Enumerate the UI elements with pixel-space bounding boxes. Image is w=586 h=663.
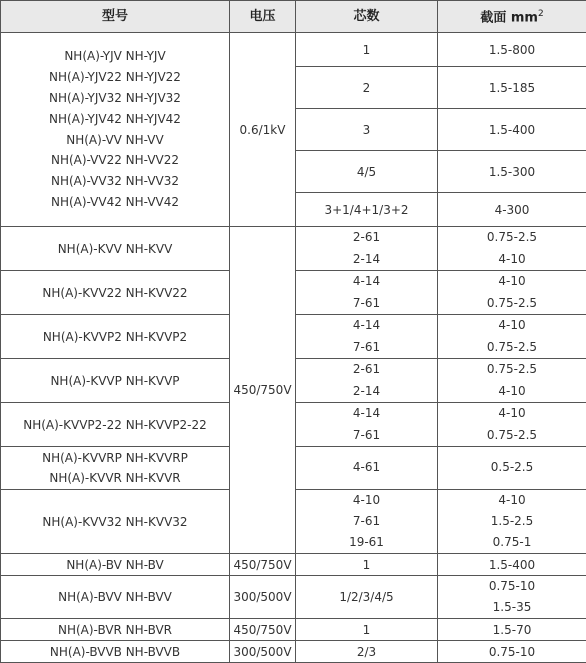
cores-cell (296, 490, 438, 554)
cores-cell-line: 2-14 (296, 381, 437, 403)
cores-cell-line: 4-14 (296, 271, 437, 293)
model-cell-line: NH(A)-KVVR NH-KVVR (1, 468, 229, 488)
section-cell (438, 193, 586, 227)
model-cell-line: NH(A)-VV42 NH-VV42 (1, 192, 229, 213)
model-cell-line: NH(A)-YJV42 NH-YJV42 (1, 109, 229, 130)
model-cell (1, 447, 230, 490)
cores-cell (296, 447, 438, 490)
cores-cell-line: 1/2/3/4/5 (296, 590, 437, 604)
cores-cell (296, 193, 438, 227)
model-cell-line: NH(A)-BVV NH-BVV (1, 590, 229, 604)
voltage-cell (230, 227, 296, 554)
section-cell (438, 447, 586, 490)
section-cell-line: 4-10 (438, 271, 586, 293)
section-cell-line: 0.75-10 (438, 645, 586, 659)
section-cell (438, 641, 586, 663)
section-cell-line: 0.75-10 (438, 576, 586, 597)
cores-cell-line: 7-61 (296, 337, 437, 359)
table-row (1, 33, 586, 67)
cores-cell (296, 151, 438, 193)
model-cell-line: NH(A)-KVVP2 NH-KVVP2 (1, 330, 229, 344)
section-cell-line: 1.5-70 (438, 623, 586, 637)
model-cell-line: NH(A)-YJV32 NH-YJV32 (1, 88, 229, 109)
section-cell-line: 0.75-2.5 (438, 227, 586, 249)
section-cell (438, 67, 586, 109)
section-cell (438, 109, 586, 151)
model-cell (1, 641, 230, 663)
cores-cell (296, 33, 438, 67)
section-cell-line: 0.75-2.5 (438, 337, 586, 359)
section-cell-line: 4-10 (438, 249, 586, 271)
model-cell (1, 576, 230, 619)
model-cell (1, 271, 230, 315)
header-section (438, 1, 586, 33)
model-cell-line: NH(A)-YJV NH-YJV (1, 46, 229, 67)
model-cell-line: NH(A)-BVVB NH-BVVB (1, 645, 229, 659)
model-cell (1, 227, 230, 271)
cores-cell (296, 554, 438, 576)
table-row (1, 619, 586, 641)
cores-cell-line: 7-61 (296, 293, 437, 315)
section-cell-line: 1.5-800 (438, 43, 586, 57)
model-cell-line: NH(A)-VV32 NH-VV32 (1, 171, 229, 192)
section-cell-line: 1.5-35 (438, 597, 586, 618)
voltage-cell (230, 33, 296, 227)
section-cell-line: 4-300 (438, 203, 586, 217)
section-cell (438, 315, 586, 359)
table-row (1, 576, 586, 619)
voltage-cell (230, 641, 296, 663)
voltage-cell-line: 300/500V (230, 645, 295, 659)
cores-cell-line: 19-61 (296, 532, 437, 553)
model-cell-line: NH(A)-KVV NH-KVV (1, 242, 229, 256)
section-cell-line: 0.75-2.5 (438, 359, 586, 381)
model-cell (1, 33, 230, 227)
cores-cell-line: 4-14 (296, 403, 437, 425)
table-row (1, 641, 586, 663)
cores-cell (296, 109, 438, 151)
voltage-cell-line: 300/500V (230, 590, 295, 604)
cores-cell-line: 2-61 (296, 227, 437, 249)
header-section-label: 截面 mm (480, 11, 538, 26)
model-cell-line: NH(A)-BV NH-BV (1, 558, 229, 572)
model-cell-line: NH(A)-VV22 NH-VV22 (1, 150, 229, 171)
section-cell (438, 554, 586, 576)
voltage-cell-line: 450/750V (230, 623, 295, 637)
section-cell-line: 0.5-2.5 (438, 457, 586, 479)
model-cell (1, 490, 230, 554)
model-cell-line: NH(A)-KVVRP NH-KVVRP (1, 448, 229, 468)
cores-cell-line: 2/3 (296, 645, 437, 659)
section-cell (438, 33, 586, 67)
section-cell-line: 1.5-400 (438, 123, 586, 137)
cores-cell (296, 576, 438, 619)
cores-cell (296, 271, 438, 315)
section-cell-line: 4-10 (438, 381, 586, 403)
model-cell-line: NH(A)-KVV32 NH-KVV32 (1, 515, 229, 529)
section-cell (438, 576, 586, 619)
voltage-cell (230, 619, 296, 641)
model-cell (1, 403, 230, 447)
table-row (1, 554, 586, 576)
header-cores: 芯数 (296, 1, 438, 33)
section-cell-line: 1.5-2.5 (438, 511, 586, 532)
voltage-cell-line: 450/750V (230, 383, 295, 397)
section-cell (438, 359, 586, 403)
table-row (1, 227, 586, 271)
model-cell (1, 619, 230, 641)
section-cell (438, 619, 586, 641)
cores-cell-line: 4-14 (296, 315, 437, 337)
section-cell-line: 0.75-1 (438, 532, 586, 553)
section-cell-line: 1.5-185 (438, 81, 586, 95)
section-cell-line: 0.75-2.5 (438, 425, 586, 447)
cores-cell-line: 1 (296, 43, 437, 57)
model-cell (1, 315, 230, 359)
header-row (1, 1, 586, 33)
section-cell-line: 0.75-2.5 (438, 293, 586, 315)
model-cell (1, 359, 230, 403)
voltage-cell (230, 554, 296, 576)
section-cell (438, 271, 586, 315)
cores-cell-line: 3+1/4+1/3+2 (296, 203, 437, 217)
header-voltage: 电压 (230, 1, 296, 33)
section-cell-line: 4-10 (438, 403, 586, 425)
cores-cell (296, 403, 438, 447)
cores-cell-line: 1 (296, 558, 437, 572)
section-cell-line: 4-10 (438, 315, 586, 337)
cores-cell (296, 641, 438, 663)
cores-cell-line: 4-10 (296, 490, 437, 511)
header-model: 型号 (1, 1, 230, 33)
voltage-cell (230, 576, 296, 619)
cores-cell-line: 3 (296, 123, 437, 137)
model-cell-line: NH(A)-VV NH-VV (1, 130, 229, 151)
model-cell-line: NH(A)-KVVP2-22 NH-KVVP2-22 (1, 418, 229, 432)
voltage-cell-line: 0.6/1kV (230, 123, 295, 137)
section-cell (438, 151, 586, 193)
model-cell (1, 554, 230, 576)
section-cell-line: 1.5-400 (438, 558, 586, 572)
model-cell-line: NH(A)-YJV22 NH-YJV22 (1, 67, 229, 88)
cores-cell-line: 7-61 (296, 425, 437, 447)
cores-cell-line: 2-14 (296, 249, 437, 271)
cores-cell-line: 2-61 (296, 359, 437, 381)
section-cell-line: 4-10 (438, 490, 586, 511)
cores-cell-line: 1 (296, 623, 437, 637)
section-cell (438, 403, 586, 447)
cores-cell-line: 4/5 (296, 165, 437, 179)
model-cell-line: NH(A)-KVV22 NH-KVV22 (1, 286, 229, 300)
cores-cell-line: 2 (296, 81, 437, 95)
cores-cell-line: 7-61 (296, 511, 437, 532)
cores-cell (296, 315, 438, 359)
cores-cell-line: 4-61 (296, 457, 437, 479)
cores-cell (296, 359, 438, 403)
voltage-cell-line: 450/750V (230, 558, 295, 572)
cores-cell (296, 227, 438, 271)
model-cell-line: NH(A)-KVVP NH-KVVP (1, 374, 229, 388)
section-cell (438, 227, 586, 271)
cores-cell (296, 67, 438, 109)
section-cell (438, 490, 586, 554)
model-cell-line: NH(A)-BVR NH-BVR (1, 623, 229, 637)
header-section-exponent: 2 (538, 9, 544, 19)
cores-cell (296, 619, 438, 641)
section-cell-line: 1.5-300 (438, 165, 586, 179)
